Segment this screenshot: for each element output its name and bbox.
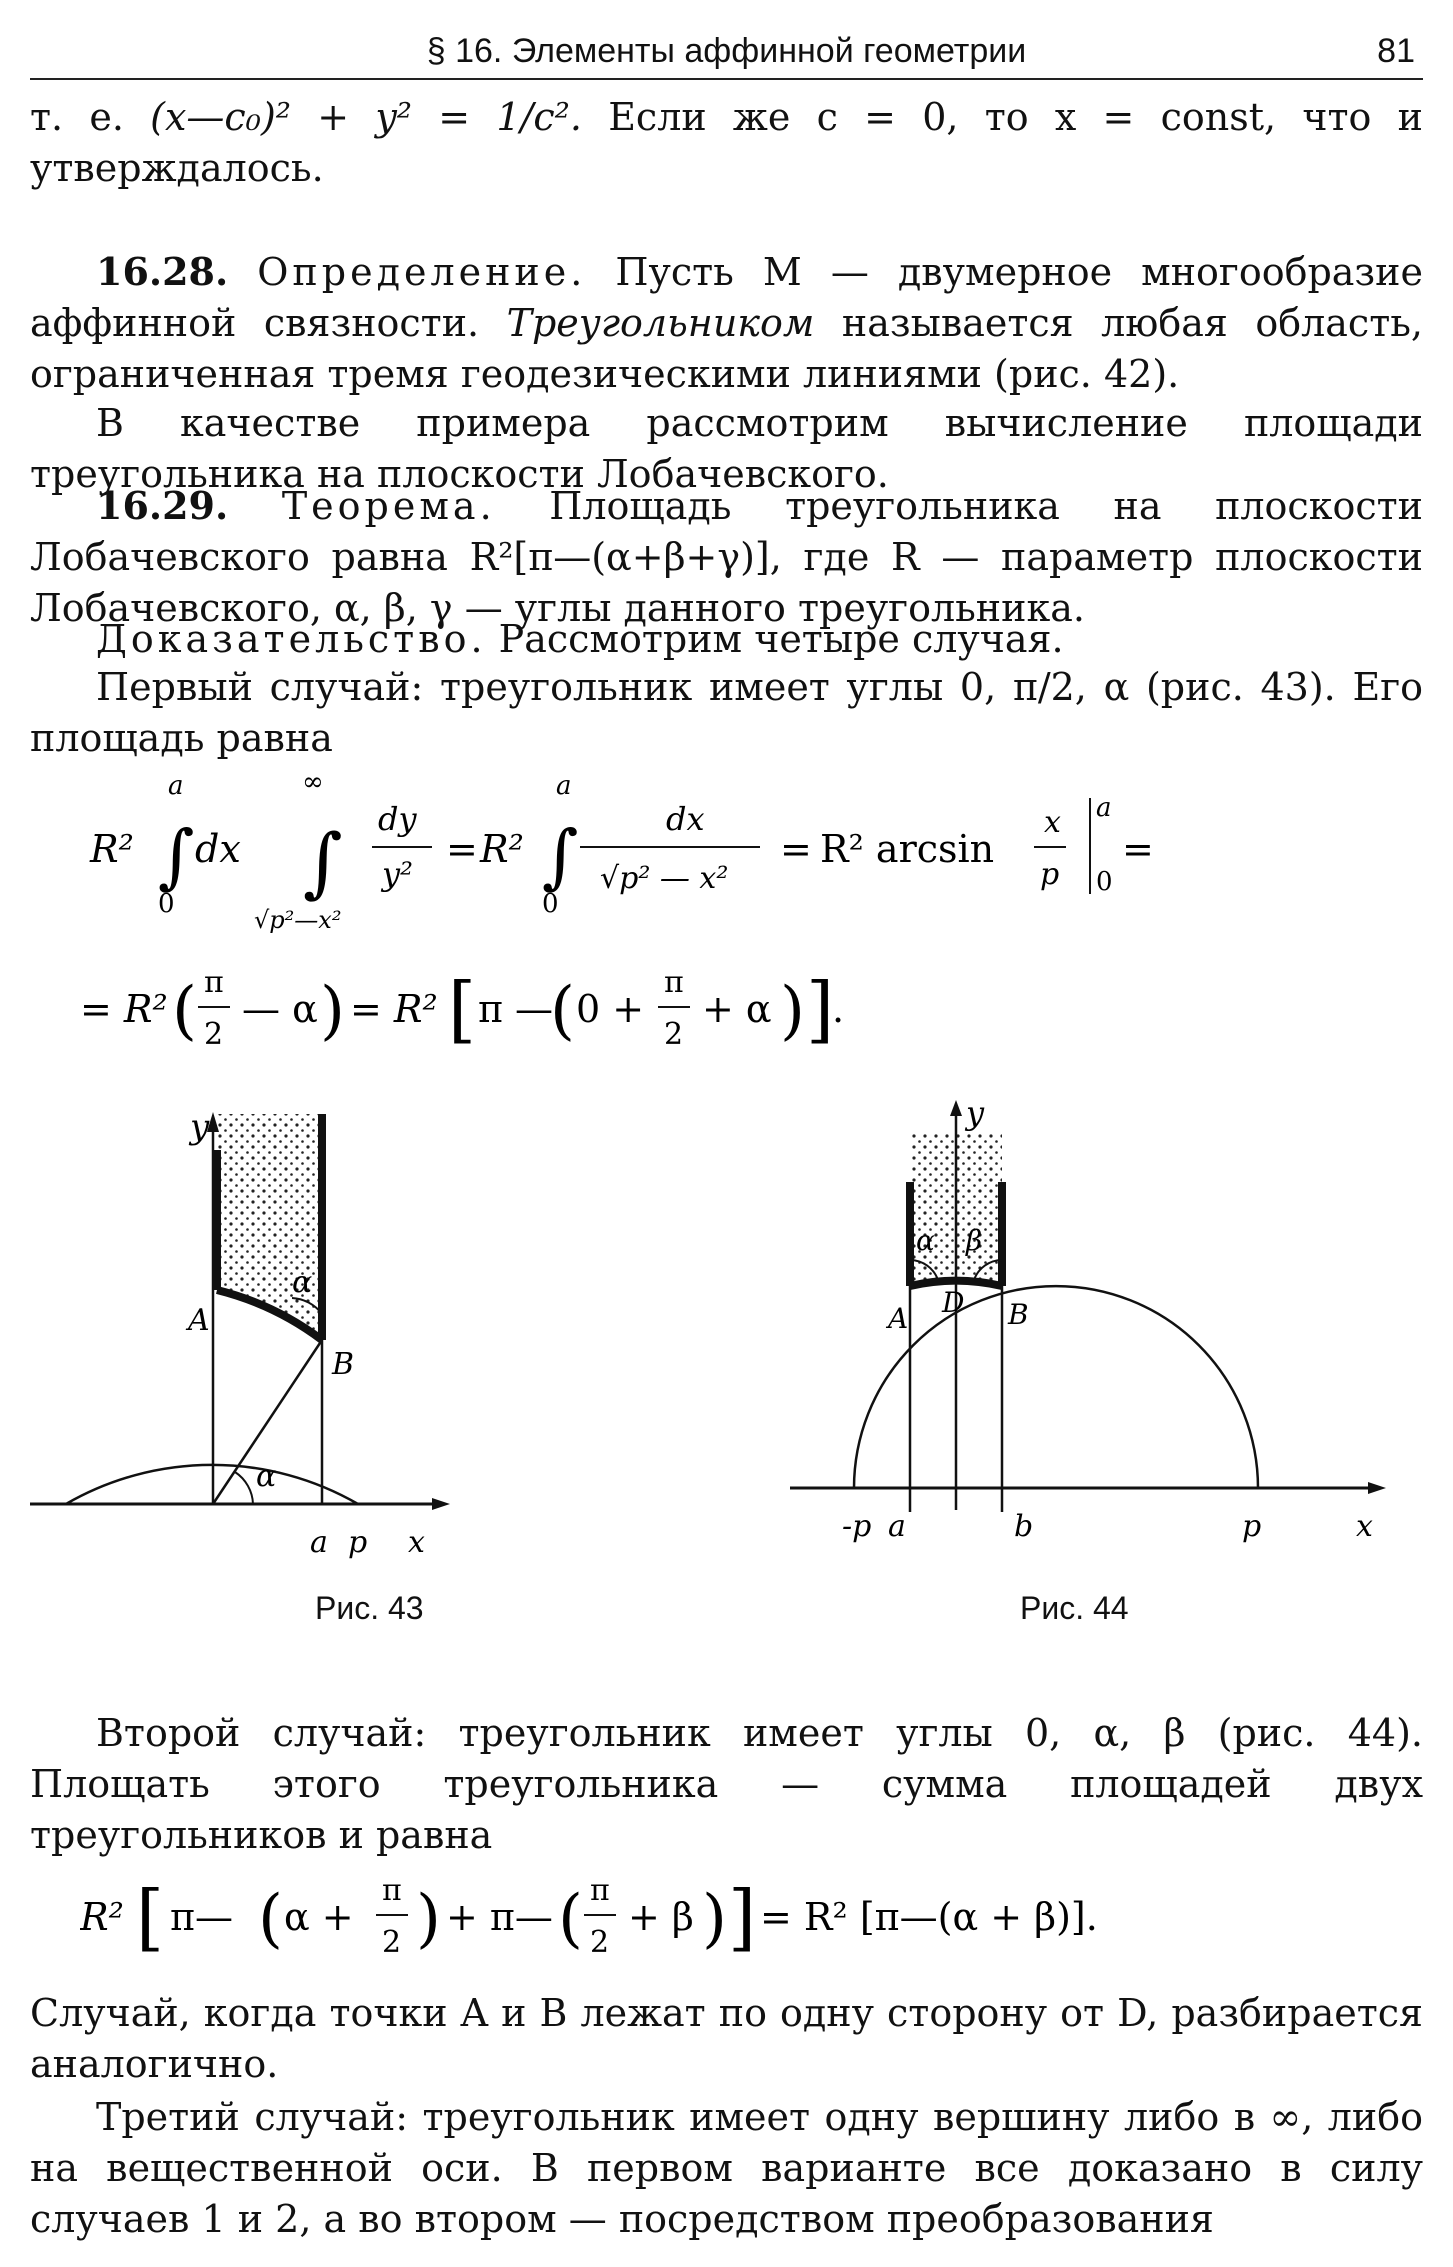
f3-bracket-close: ] [728,1875,757,1959]
figure-43 [30,1100,670,1590]
f3-pi-2: π [590,1873,610,1908]
fig44-caption: Рис. 44 [1020,1590,1129,1626]
f3-paren1-open: ( [258,1882,283,1956]
f3-pi-minus-1: π— [170,1895,233,1939]
theorem-16-29 [30,480,1423,634]
f3-alpha-plus: α + [284,1895,354,1939]
formula-result [80,950,1080,1070]
f3-plus-pi-minus: + π— [446,1895,553,1939]
f1-lower-sqrt: √p²—x² [254,906,342,934]
fig43-caption: Рис. 43 [315,1590,424,1626]
intro-end: что и утверждалось. [30,95,1423,190]
f2-a: = R² [80,987,168,1031]
fig44-x-arrow [1368,1482,1386,1494]
f2-bracket-open: [ [448,967,477,1051]
f2-pi-2: π [664,965,684,1000]
f2-two-1: 2 [204,1017,224,1052]
definition-number: 16.28. [96,249,229,294]
fig43-angle-arc-bottom [235,1472,253,1504]
f1-integral-1: ∫ [158,815,195,897]
paragraph-example: В качестве примера рассмотрим вычисление площади треугольника на плоскости Лобачевского. [30,401,1423,496]
fig43-label-p: p [348,1525,368,1560]
intro-middle: Если же c = 0, то x = const, [608,95,1277,139]
f3-R2: R² [80,1895,124,1939]
fig44-label-y: y [966,1100,985,1132]
f1-integral-3: ∫ [542,815,579,897]
fig43-label-alpha-bottom: α [256,1459,277,1494]
fig44-label-B: B [1008,1298,1029,1331]
definition-16-28 [30,246,1423,400]
f1-lower-0: 0 [158,889,175,919]
fig44-label-minus-p: -p [842,1509,872,1544]
definition-word: Определение. [257,250,587,294]
proof-start [30,614,1423,665]
intro-formula: (x—c₀)² + y² = 1/c². [150,95,582,139]
fig44-label-x: x [1356,1509,1373,1544]
f1-tail: = [1122,827,1154,871]
f1-eq-1: = [446,827,478,871]
page-number: 81 [1377,32,1415,70]
fig44-semicircle [854,1286,1258,1488]
f3-two-1: 2 [382,1925,402,1960]
running-header [30,28,1423,80]
fig43-label-y: y [190,1107,210,1147]
proof-word: Доказательство. [96,617,487,661]
f2-c: = R² [350,987,438,1031]
f2-e: 0 + [576,987,645,1031]
f2-pi-1: π [204,965,224,1000]
f2-paren2-close: ) [780,974,805,1048]
fig43-label-alpha-top: α [292,1265,313,1300]
f2-paren-open: ( [172,974,197,1048]
fig44-label-b: b [1014,1509,1034,1544]
proof-text: Рассмотрим четыре случая. [498,617,1064,661]
f2-bracket-close: ] [806,967,835,1051]
f3-rhs: = R² [π—(α + β)]. [760,1895,1098,1939]
fig43-label-B: B [332,1347,355,1382]
f3-paren1-close: ) [416,1882,441,1956]
formula-case2 [80,1858,1280,1978]
fig44-label-alpha: α [916,1224,935,1257]
f3-pi-1: π [382,1873,402,1908]
f1-p: p [1040,857,1060,892]
f1-eq-2: = [780,827,812,871]
fig44-label-a: a [888,1509,906,1544]
f1-dx: dx [195,827,241,871]
f2-paren2-open: ( [550,974,575,1048]
fig44-label-p: p [1242,1509,1262,1544]
fig43-label-a: a [310,1525,328,1560]
paragraph-analogous: Случай, когда точки A и B лежат по одну сторону от D, разбирается аналогично. [30,1991,1423,2086]
fig44-label-D: D [942,1286,965,1319]
f1-upper-inf: ∞ [302,770,324,797]
f2-two-2: 2 [664,1017,684,1052]
f3-paren2-open: ( [558,1882,583,1956]
f1-arcsin: R² arcsin [820,827,995,871]
f1-eval-lower: 0 [1096,867,1113,897]
formula-integral [60,770,1240,940]
fig43-label-A: A [188,1303,210,1338]
header-title: § 16. Элементы аффинной геометрии [426,32,1027,70]
f1-x: x [1044,805,1061,840]
f1-R2-b: R² [480,827,524,871]
definition-text-a: Пусть M — двумерное многообразие аффинной связности. [30,250,1423,345]
f1-sqrt-den: √p² — x² [600,861,729,896]
intro-prefix: т. е. [30,95,124,139]
f2-paren-close: ) [320,974,345,1048]
figure-44 [790,1100,1430,1590]
fig44-y-arrow [950,1100,962,1116]
definition-text-b: называется любая область, ограниченная тремя геодезическими линиями (рис. 42). [30,301,1423,396]
case1-paragraph: Первый случай: треугольник имеет углы 0, π/2, α (рис. 43). Его площадь равна [30,665,1423,760]
case3-paragraph: Третий случай: треугольник имеет одну вершину либо в ∞, либо на вещественной оси. В первом варианте все доказано в силу случаев 1 и 2, а во втором — посредством преобразования [30,2095,1423,2241]
theorem-number: 16.29. [96,483,229,528]
f3-two-2: 2 [590,1925,610,1960]
f3-bracket-open: [ [136,1875,165,1959]
fig43-label-x: x [408,1525,425,1560]
f2-f: + α [702,987,772,1031]
theorem-word: Теорема. [281,484,496,528]
f2-b: — α [242,987,318,1031]
f1-lower-0-b: 0 [542,889,559,919]
case2-paragraph: Второй случай: треугольник имеет углы 0, α, β (рис. 44). Площать этого треугольника — сумма площадей двух треугольников и равна [30,1711,1423,1857]
f2-d: π — [478,987,554,1031]
definition-term: Треугольником [506,301,815,345]
paragraph-intro [30,92,1423,194]
f3-paren2-close: ) [702,1882,727,1956]
f2-dot: . [832,987,845,1031]
theorem-text: Площадь треугольника на плоскости Лобачевского равна R²[π—(α+β+γ)], где R — параметр плоскости Лобачевского, α, β, γ — углы данного треугольника. [30,484,1423,630]
f1-eval-upper: a [1096,793,1112,823]
f1-y2: y² [382,855,413,893]
f1-R2: R² [90,827,134,871]
f3-plus-beta: + β [628,1895,694,1939]
f1-upper-a-b: a [556,771,572,801]
f1-dx-num: dx [666,800,705,838]
f1-upper-a: a [168,771,184,801]
fig44-label-A: A [888,1302,909,1335]
fig44-label-beta: β [966,1224,983,1257]
fig43-x-arrow [432,1498,450,1510]
f1-dy: dy [378,800,417,838]
f1-integral-2: ∫ [303,817,343,906]
